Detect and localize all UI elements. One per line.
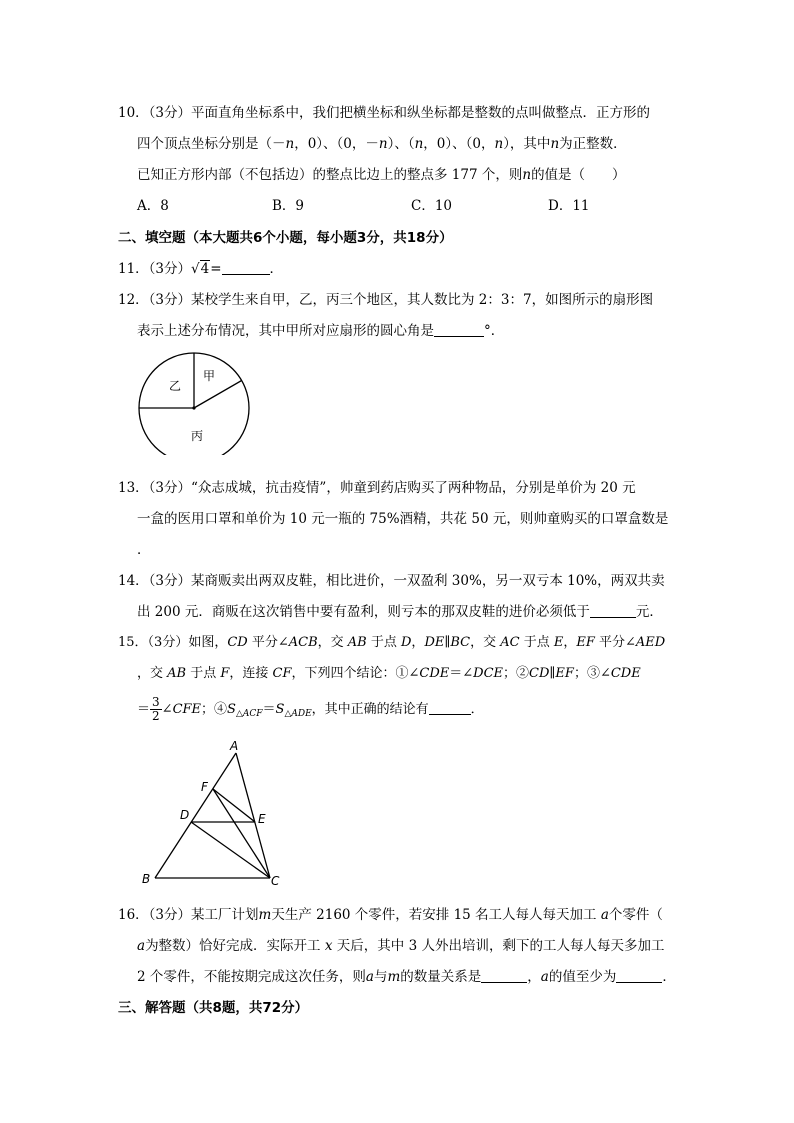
point-label-f: F bbox=[201, 780, 208, 794]
point-label-a: A bbox=[230, 739, 239, 753]
sqrt-symbol: √4 bbox=[191, 261, 210, 277]
section-3-heading: 三、解答题（共8题，共72分） bbox=[118, 1000, 309, 1016]
pie-chart-figure bbox=[136, 351, 256, 455]
pie-label-jia: 甲 bbox=[203, 369, 216, 383]
point-label-b: B bbox=[142, 872, 151, 886]
q10-line2: 四个顶点坐标分别是（－n，0）、（0，－n）、（n，0）、（0，n），其中n为正整数． bbox=[137, 136, 627, 152]
q10-line3: 已知正方形内部（不包括边）的整点比边上的整点多 177 个，则n的值是（ ） bbox=[137, 167, 626, 183]
q10-option-a: A．8 bbox=[137, 198, 169, 214]
point-label-d: D bbox=[180, 808, 190, 822]
q15-line3: ＝ $\frac{3}{2}$ ∠CFE；$④S_{\triangle ACF}=S_{\triangle ADE}$，其中正确的结论有 ． bbox=[137, 695, 484, 723]
q13-line1: 13．（3分）“众志成城，抗击疫情”，帅童到药店购买了两种物品，分别是单价为 20 元 bbox=[118, 480, 636, 496]
q16-line3: 2 个零件，不能按期完成这次任务，则a与m的数量关系是 ，a的值至少为 ． bbox=[137, 969, 676, 985]
q16-line2: a为整数）恰好完成．实际开工 x 天后，其中 3 人外出培训，剩下的工人每人每天多加工 bbox=[137, 938, 665, 954]
q15-line1: 15．（3分）如图，CD 平分∠ACB，交 AB 于点 D，DE∥BC，交 AC 于点 E，EF 平分∠AED bbox=[118, 635, 666, 650]
q16-line1: 16．（3分）某工厂计划m天生产 2160 个零件，若安排 15 名工人每人每天加工 a个零件（ bbox=[118, 907, 663, 923]
pie-radius-right bbox=[194, 381, 242, 409]
q16-answer-blank-2[interactable] bbox=[616, 968, 662, 983]
q16-answer-blank-1[interactable] bbox=[481, 968, 527, 983]
q13-line2: 一盒的医用口罩和单价为 10 元一瓶的 75%酒精，共花 50 元，则帅童购买的口罩盒数是 bbox=[137, 511, 669, 527]
q15-line2: ，交 AB 于点 F，连接 CF，下列四个结论：①∠CDE＝∠DCE；②CD∥EF；③∠CDE bbox=[137, 666, 641, 681]
pie-center bbox=[192, 406, 195, 409]
q12-line2: 表示上述分布情况，其中甲所对应扇形的圆心角是 °． bbox=[137, 323, 505, 339]
point-label-c: C bbox=[271, 874, 280, 888]
q10-line1: 10．（3分）平面直角坐标系中，我们把横坐标和纵坐标都是整数的点叫做整点．正方形的 bbox=[118, 105, 651, 121]
segment-dc bbox=[191, 822, 270, 878]
q12-line1: 12．（3分）某校学生来自甲，乙，丙三个地区，其人数比为 2：3：7，如图所示的扇形图 bbox=[118, 292, 654, 308]
q15-answer-blank[interactable] bbox=[429, 700, 471, 715]
q13-line3: ． bbox=[137, 542, 151, 558]
section-2-heading: 二、填空题（本大题共6个小题，每小题3分，共18分） bbox=[118, 230, 453, 246]
q12-answer-blank[interactable] bbox=[434, 322, 484, 337]
pie-label-yi: 乙 bbox=[169, 379, 182, 393]
q11-answer-blank[interactable] bbox=[222, 260, 270, 275]
triangle-figure bbox=[138, 738, 288, 888]
pie-label-bing: 丙 bbox=[191, 429, 204, 443]
point-label-e: E bbox=[258, 812, 266, 826]
q14-line1: 14．（3分）某商贩卖出两双皮鞋，相比进价，一双盈利 30%，另一双亏本 10%，两双共卖 bbox=[118, 573, 665, 589]
segment-fe bbox=[213, 789, 255, 822]
q10-option-d: D．11 bbox=[548, 198, 590, 214]
segment-fc bbox=[213, 789, 270, 878]
q14-answer-blank[interactable] bbox=[590, 603, 636, 618]
q14-line2: 出 200 元．商贩在这次销售中要有盈利，则亏本的那双皮鞋的进价必须低于 元． bbox=[137, 604, 663, 620]
q11-line: 11．（3分）√4= ． bbox=[118, 261, 284, 277]
q10-option-c: C．10 bbox=[411, 198, 453, 214]
q10-option-b: B．9 bbox=[272, 198, 305, 214]
fraction-three-halves: $\frac{3}{2}$ bbox=[152, 695, 160, 723]
segment-ab bbox=[155, 753, 236, 878]
